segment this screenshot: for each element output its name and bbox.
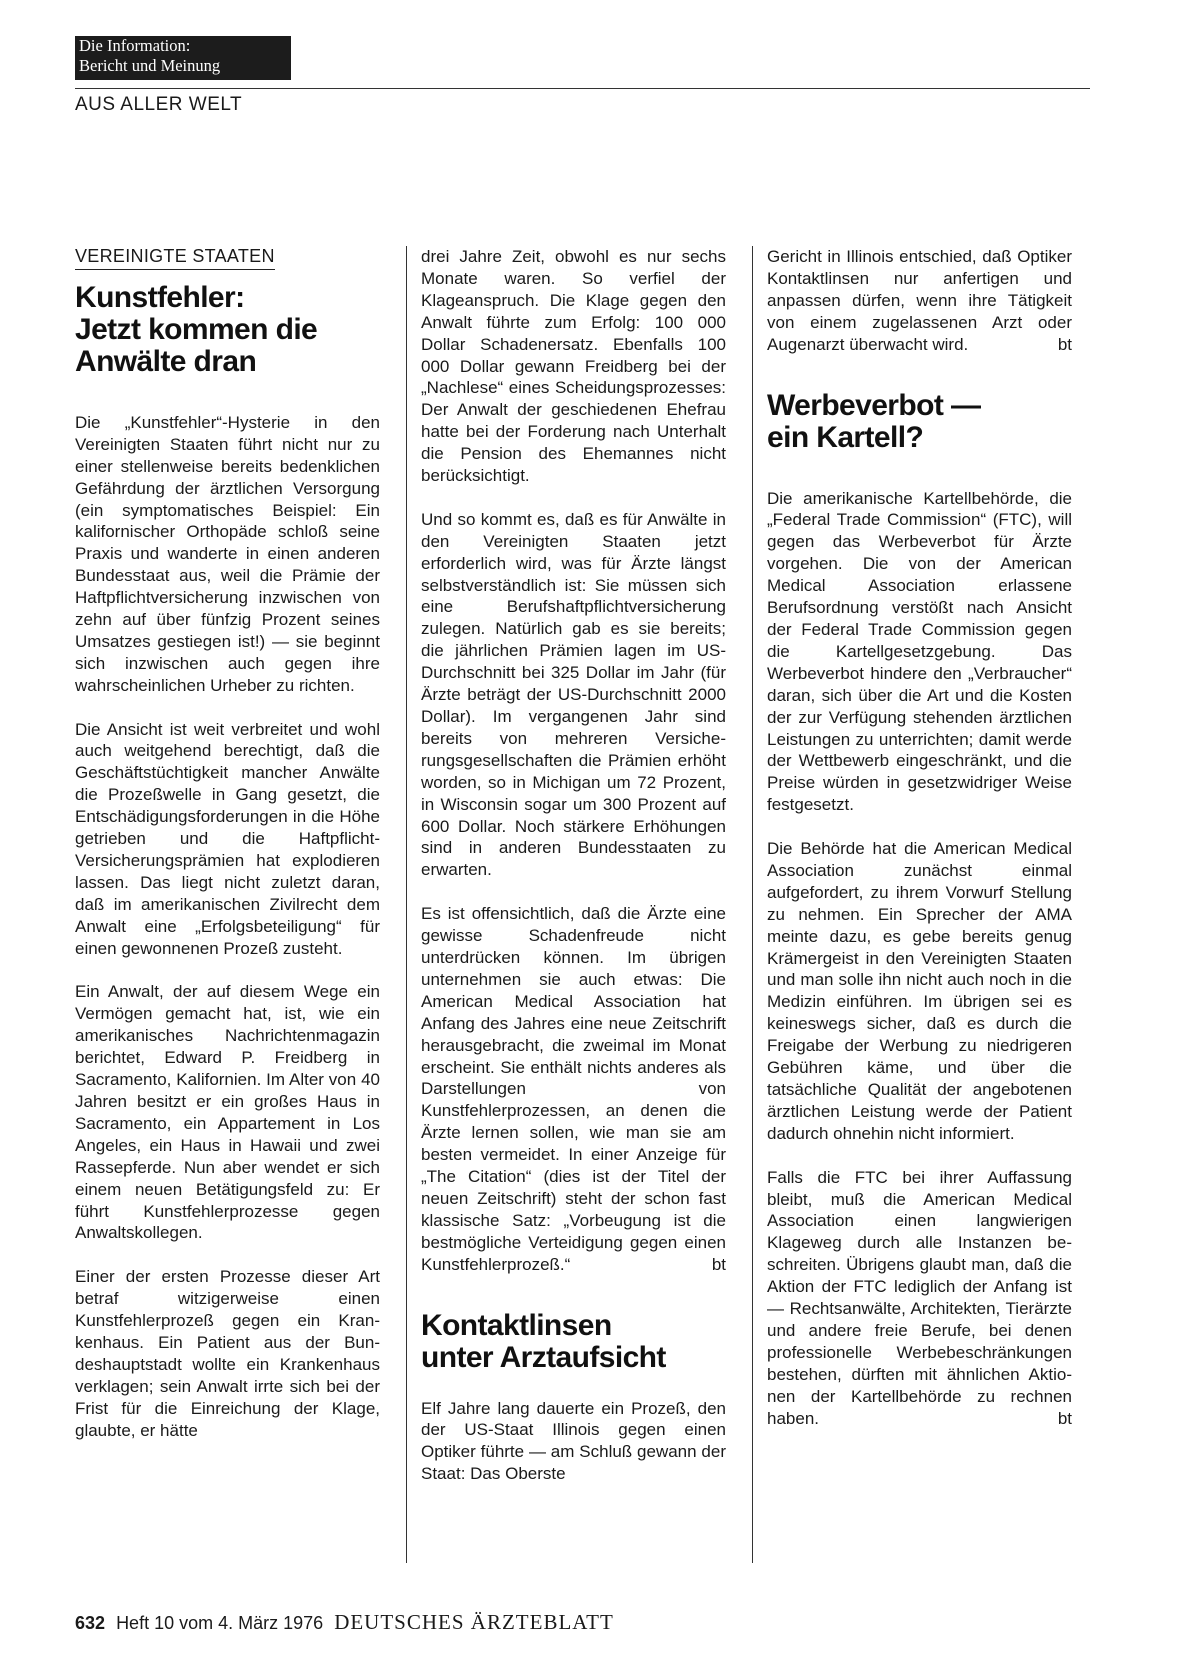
body-paragraph: drei Jahre Zeit, obwohl es nur sechs Monate waren. So verfiel der Klageanspruch. Die Klage gegen den Anwalt führte zum Erfolg: 100 000 Dollar Schadenersatz. Ebenfalls 100 000 Dollar gewann Freidberg bei der „Nachlese“ eines Scheidungsprozesses: Der Anwalt der geschiedenen Ehefrau hatte bei der Forderung nach Unterhalt die Pension des Ehemannes nicht berücksichtigt. (421, 247, 726, 486)
body-paragraph (767, 1167, 1072, 1430)
issue-info: Heft 10 vom 4. März 1976 (116, 1613, 324, 1633)
publication-name: DEUTSCHES ÄRZTEBLATT (334, 1610, 614, 1634)
column-2 (421, 246, 726, 1485)
body-paragraph: Die „Kunstfehler“-Hysterie in den Vereinigten Staaten führt nicht nur zu einer stellenweise bereits bedenklichen Gefährdung der ärztlichen Versorgung (ein symptomatisches Beispiel: Ein kalifornischer Orthopäde schloß seine Praxis und wanderte in einen anderen Bundesstaat aus, weil die Prämie der Haftpflichtversicherung inzwischen von zehn auf über fünfzig Prozent seines Umsatzes gestiegen ist!) — sie beginnt sich inzwischen auch gegen ihre wahrscheinlichen Urheber zu richten. (75, 412, 380, 695)
body-paragraph: Und so kommt es, daß es für Anwälte in den Vereinigten Staaten jetzt erforderlich wird, was für Ärzte längst selbstverständlich ist: Sie müssen sich eine Berufshaftpflichtversicherung zulegen. Natürlich gab es sie bereits; die jährlichen Prämien lagen im US-Durchschnitt bei 325 Dollar im Jahr (für Ärzte beträgt der US-Durchschnitt 2000 Dollar). Im vergangenen Jahr sind bereits von mehreren Versicherungsgesellschaften die Prämien erhöht worden, so in Michigan um 72 Prozent, in Wisconsin sogar um 300 Prozent auf 600 Dollar. Noch stärkere Erhöhungen sind in anderen Bundesstaaten zu erwarten. (421, 509, 726, 880)
article-headline: Werbeverbot — ein Kartell? (767, 388, 981, 454)
column-divider (406, 246, 407, 1563)
paragraph-text: Gericht in Illinois entschied, daß Optiker Kontaktlinsen nur anfertigen und anpassen dürfen, wenn ihre Tätigkeit von einem zugelassenen Arzt oder Augenarzt überwacht wird. (767, 247, 1072, 354)
section-label: AUS ALLER WELT (75, 94, 243, 115)
author-signoff: bt (1057, 334, 1072, 354)
column-divider (752, 246, 753, 1563)
page-footer (75, 1610, 614, 1635)
masthead-box: Die Information: Bericht und Meinung (75, 36, 291, 80)
author-signoff: bt (711, 1254, 726, 1274)
article-headline: Kunstfehler: Jetzt kommen die Anwälte dran (75, 280, 318, 378)
body-paragraph: Elf Jahre lang dauerte ein Prozeß, den der US-Staat Illinois gegen einen Optiker führte — am Schluß gewann der Staat: Das Oberste (421, 1398, 726, 1484)
paragraph-text: Es ist offensichtlich, daß die Ärzte eine gewisse Schadenfreude nicht unterdrücken können. Im übrigen unternehmen sie auch etwas: Die American Medical Association hat Anfang des Jahres eine neue Zeitschrift herausgebracht, die zweimal im Monat erscheint. Sie enthält nichts anderes als Darstellungen von Kunstfehlerprozessen, an denen die Ärzte lernen sollen, wie man sie am besten vermeidet. In einer Anzeige für „The Citation“ (dies ist der Titel der neuen Zeitschrift) steht der schon fast klassische Satz: „Vorbeugung ist die bestmögliche Verteidigung gegen einen Kunstfehlerprozeß.“ (421, 904, 726, 1274)
column-1 (75, 246, 380, 1441)
body-paragraph: Die amerikanische Kartellbehörde, die „Federal Trade Commission“ (FTC), will gegen das Werbeverbot für Ärzte vorgehen. Die von der American Medical Association erlassene Berufsordnung verstößt nach Ansicht der Federal Trade Commission gegen die Kartellgesetzgebung. Das Werbeverbot hindere den „Verbraucher“ daran, sich über die Art und die Kosten der zur Verfügung stehenden ärztlichen Leistungen zu unterrichten; damit werde der Wettbewerb eingeschränkt, und die Preise würden in gesetzwidriger Weise festgesetzt. (767, 488, 1072, 815)
column-3 (767, 246, 1072, 1429)
body-paragraph (421, 903, 726, 1275)
body-paragraph: Ein Anwalt, der auf diesem Wege ein Vermögen gemacht hat, ist, wie ein amerikanisches Nachrichtenmagazin berichtet, Edward P. Freidberg in Sacramento, Kalifornien. Im Alter von 40 Jahren besitzt er ein großes Haus in Sacramento, ein Appartement in Los Angeles, ein Haus in Hawaii und zwei Rassepferde. Nun aber wendet er sich einem neuen Betätigungsfeld zu: Er führt Kunstfehlerprozesse gegen Anwaltskollegen. (75, 982, 380, 1243)
body-paragraph: Einer der ersten Prozesse dieser Art betraf witzigerweise einen Kunstfehlerprozeß gegen ein Krankenhaus. Ein Patient aus der Bundeshauptstadt wollte ein Krankenhaus verklagen; sein Anwalt irrte sich bei der Frist für die Einreichung der Klage, glaubte, er hätte (75, 1267, 380, 1440)
author-signoff: bt (1057, 1408, 1072, 1428)
header-rule (75, 88, 1090, 89)
page-number: 632 (75, 1613, 106, 1633)
body-paragraph (767, 246, 1072, 356)
paragraph-text: Falls die FTC bei ihrer Auffassung bleibt, muß die American Medical Association einen langwierigen Klageweg durch alle Instanzen beschreiten. Übrigens glaubt man, daß die Aktion der FTC lediglich der Anfang ist — Rechtsanwälte, Architekten, Tierärzte und andere freie Berufe, bei denen professionelle Werbebeschränkungen bestehen, dürften mit ähnlichen Aktionen der Kartellbehörde zu rechnen haben. (767, 1167, 1072, 1428)
body-paragraph: Die Behörde hat die American Medical Association zunächst einmal aufgefordert, zu ihrem Vorwurf Stellung zu nehmen. Ein Sprecher der AMA meinte dazu, es gebe bereits genug Krämergeist in den Vereinigten Staaten und man solle ihn nicht auch noch in die Medizin einführen. Im übrigen sei es keineswegs sicher, daß es durch die Freigabe der Werbung zu niedrigeren Gebühren käme, und über die tatsächliche Qualität der angebotenen ärztlichen Leistung werde der Patient dadurch ohnehin nicht informiert. (767, 839, 1072, 1143)
article-headline: Kontaktlinsen unter Arztaufsicht (421, 1308, 666, 1374)
body-paragraph: Die Ansicht ist weit verbreitet und wohl auch weitgehend berechtigt, daß die Geschäftstüchtigkeit mancher Anwälte die Prozeßwelle in Gang gesetzt, die Entschädigungsforderungen in die Höhe getrieben und die Haftpflicht-Versicherungsprämien hat explodieren lassen. Das liegt nicht zuletzt daran, daß im amerikanischen Zivilrecht dem Anwalt eine „Erfolgsbeteiligung“ für einen gewonnenen Prozeß zusteht. (75, 719, 380, 958)
kicker: VEREINIGTE STAATEN (75, 246, 275, 270)
